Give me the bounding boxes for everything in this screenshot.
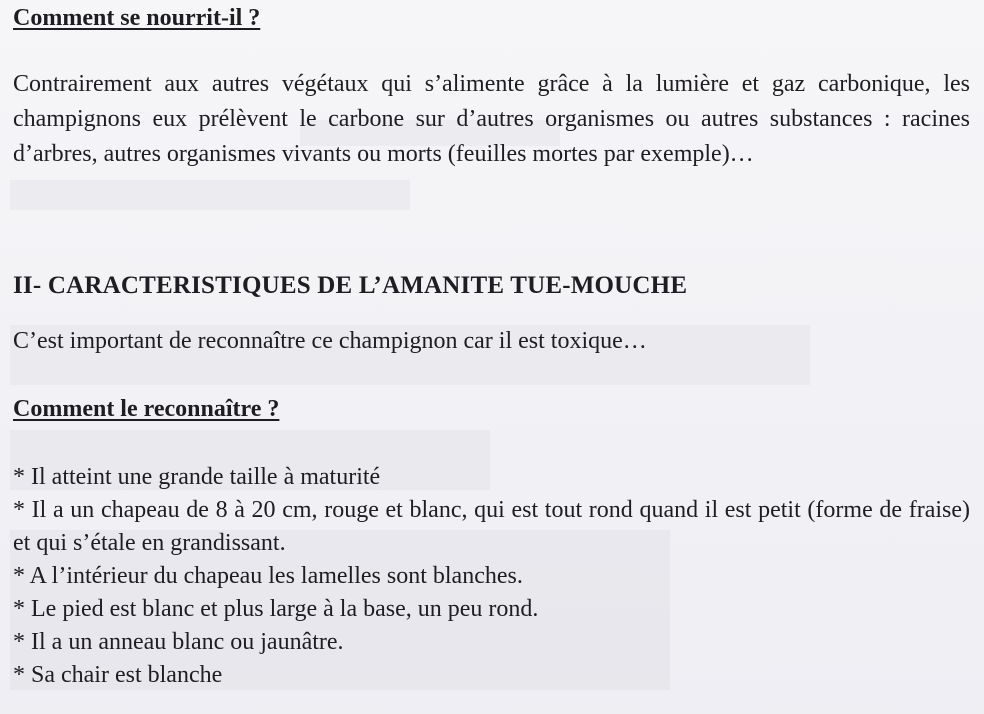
intro-line: C’est important de reconnaître ce champignon car il est toxique… — [13, 328, 647, 354]
section-title: II- CARACTERISTIQUES DE L’AMANITE TUE-MOUCHE — [13, 272, 688, 299]
bullet-list — [13, 461, 970, 692]
list-item: * Le pied est blanc et plus large à la base, un peu rond. — [13, 596, 539, 622]
bleed-through-shadow — [10, 180, 410, 210]
list-item: * Il a un anneau blanc ou jaunâtre. — [13, 629, 344, 655]
paragraph-feeding: Contrairement aux autres végétaux qui s’alimente grâce à la lumière et gaz carbonique, les champignons eux prélèvent le carbone sur d’autres organismes ou autres substances : racines d’arbres, autres organismes vivants ou morts (feuilles mortes par exemple)… — [13, 71, 970, 167]
heading-recognize: Comment le reconnaître ? — [13, 396, 280, 422]
list-item: * Il atteint une grande taille à maturité — [13, 464, 381, 490]
list-item: * A l’intérieur du chapeau les lamelles sont blanches. — [13, 563, 523, 589]
heading-feeding: Comment se nourrit-il ? — [13, 5, 261, 31]
list-item: * Sa chair est blanche — [13, 662, 223, 688]
list-item: * Il a un chapeau de 8 à 20 cm, rouge et blanc, qui est tout rond quand il est petit (forme de fraise) et qui s’étale en grandissant. — [13, 497, 970, 556]
